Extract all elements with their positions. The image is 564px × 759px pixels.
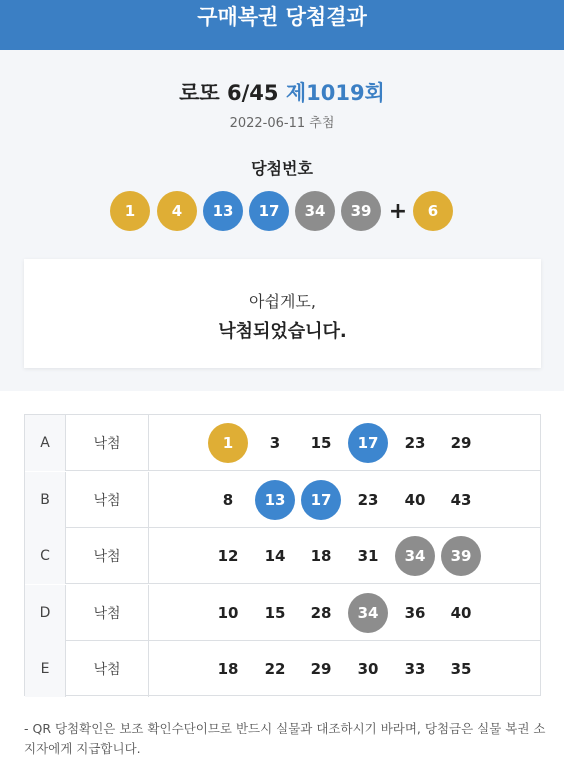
game-number: 29 [450, 434, 472, 452]
game-number-matched: 39 [441, 536, 481, 576]
game-number: 22 [264, 660, 286, 679]
game-number: 15 [264, 603, 286, 622]
lotto-name: 로또 6/45 [179, 81, 279, 105]
game-letter: A [25, 415, 66, 471]
game-row [25, 641, 540, 697]
winning-ball: 17 [249, 191, 289, 231]
game-result: 낙첨 [66, 641, 149, 697]
game-result: 낙첨 [66, 528, 149, 584]
game-number: 31 [357, 547, 379, 566]
game-number: 3 [269, 434, 281, 452]
winning-ball: 1 [110, 191, 150, 231]
result-card [24, 259, 541, 368]
game-number: 36 [404, 603, 426, 622]
draw-title [0, 77, 564, 107]
disclaimer-note: - QR 당첨확인은 보조 확인수단이므로 반드시 실물과 대조하시기 바라며, 당첨금은 실물 복권 소지자에게 지급합니다. [24, 721, 546, 756]
winning-ball: 13 [203, 191, 243, 231]
game-number-matched: 17 [348, 423, 388, 463]
game-number-matched: 17 [301, 480, 341, 520]
game-number: 23 [404, 434, 426, 452]
game-row [25, 585, 540, 641]
game-row [25, 415, 540, 471]
game-number-matched: 13 [255, 480, 295, 520]
bonus-plus-sign: + [388, 199, 408, 224]
games-table [24, 414, 541, 696]
game-number: 35 [450, 660, 472, 679]
game-number: 30 [357, 660, 379, 679]
game-number: 43 [450, 490, 472, 509]
game-number: 10 [217, 603, 239, 622]
game-letter: C [25, 528, 66, 584]
page-header [0, 0, 564, 50]
winning-ball: 34 [295, 191, 335, 231]
winning-numbers-label: 당첨번호 [251, 159, 313, 178]
game-letter: B [25, 472, 66, 528]
game-result: 낙첨 [66, 415, 149, 471]
result-message-line2: 낙첨되었습니다. [218, 321, 347, 342]
game-row [25, 528, 540, 584]
game-number-matched: 1 [208, 423, 248, 463]
bonus-ball: 6 [413, 191, 453, 231]
game-number: 12 [217, 547, 239, 566]
game-result: 낙첨 [66, 472, 149, 528]
winning-ball: 4 [157, 191, 197, 231]
game-number-matched: 34 [395, 536, 435, 576]
draw-date: 2022-06-11 추첨 [229, 116, 335, 131]
game-letter: D [25, 585, 66, 641]
game-number: 14 [264, 547, 286, 566]
game-number: 40 [404, 490, 426, 509]
page-title: 구매복권 당첨결과 [197, 5, 367, 29]
game-result: 낙첨 [66, 585, 149, 641]
game-number: 18 [217, 660, 239, 679]
game-number: 29 [310, 660, 332, 679]
game-number: 33 [404, 660, 426, 679]
game-number: 23 [357, 490, 379, 509]
game-number-matched: 34 [348, 593, 388, 633]
game-number: 40 [450, 603, 472, 622]
game-number: 28 [310, 603, 332, 622]
game-number: 18 [310, 547, 332, 566]
game-number: 8 [222, 490, 234, 509]
game-letter: E [25, 641, 66, 697]
result-message-line1: 아쉽게도, [249, 292, 316, 311]
draw-round: 제1019회 [285, 81, 385, 105]
winning-ball: 39 [341, 191, 381, 231]
game-row [25, 472, 540, 528]
game-number: 15 [310, 434, 332, 452]
